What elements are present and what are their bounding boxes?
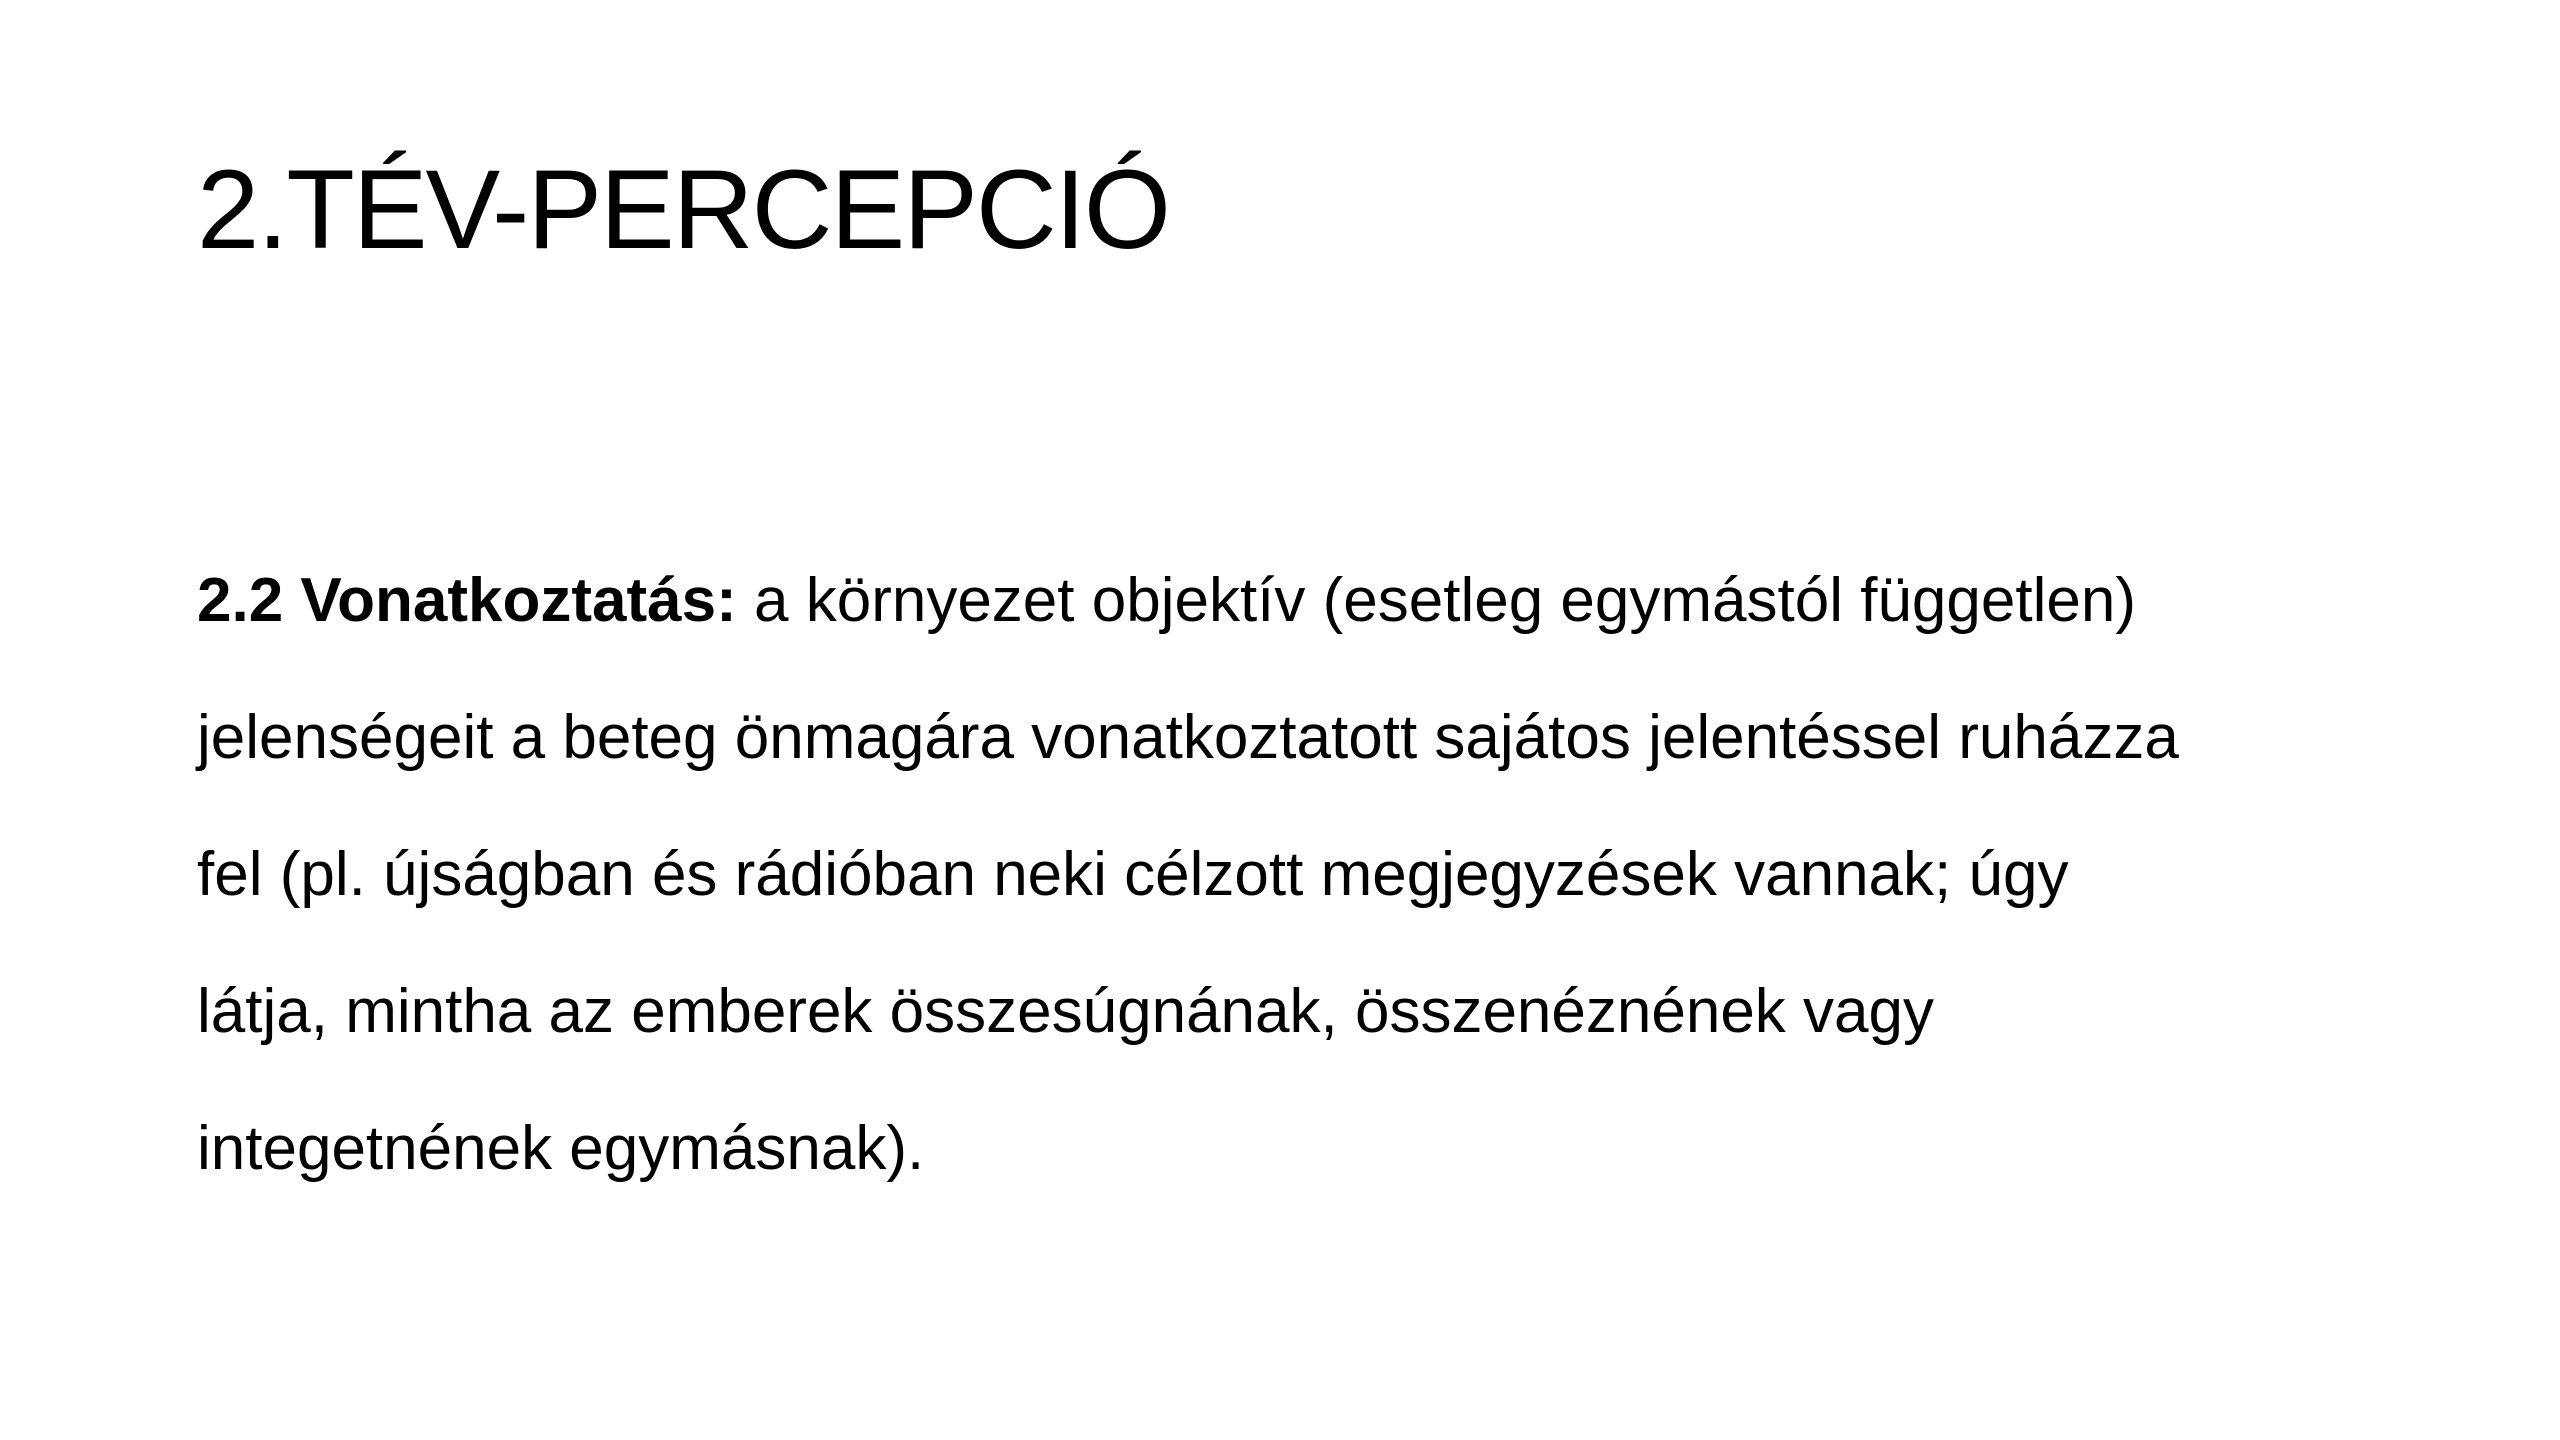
body-line-3: fel (pl. újságban és rádióban neki célzott megjegyzések vannak; úgy — [197, 840, 2069, 909]
definition-term: 2.2 Vonatkoztatás: — [197, 566, 737, 635]
title-text: TÉV-PERCEPCIÓ — [286, 147, 1170, 272]
slide-body — [197, 532, 2437, 1217]
body-line-5: integetnének egymásnak). — [197, 1114, 925, 1183]
body-line-1 — [197, 532, 2437, 669]
definition-text: a környezet objektív (esetleg egymástól független) — [736, 566, 2136, 635]
title-number: 2. — [197, 147, 287, 272]
slide-title — [197, 145, 1169, 275]
body-line-4: látja, mintha az emberek összesúgnának, összenéznének vagy — [197, 977, 1934, 1046]
body-line-2: jelenségeit a beteg önmagára vonatkoztatott sajátos jelentéssel ruházza — [197, 703, 2179, 772]
